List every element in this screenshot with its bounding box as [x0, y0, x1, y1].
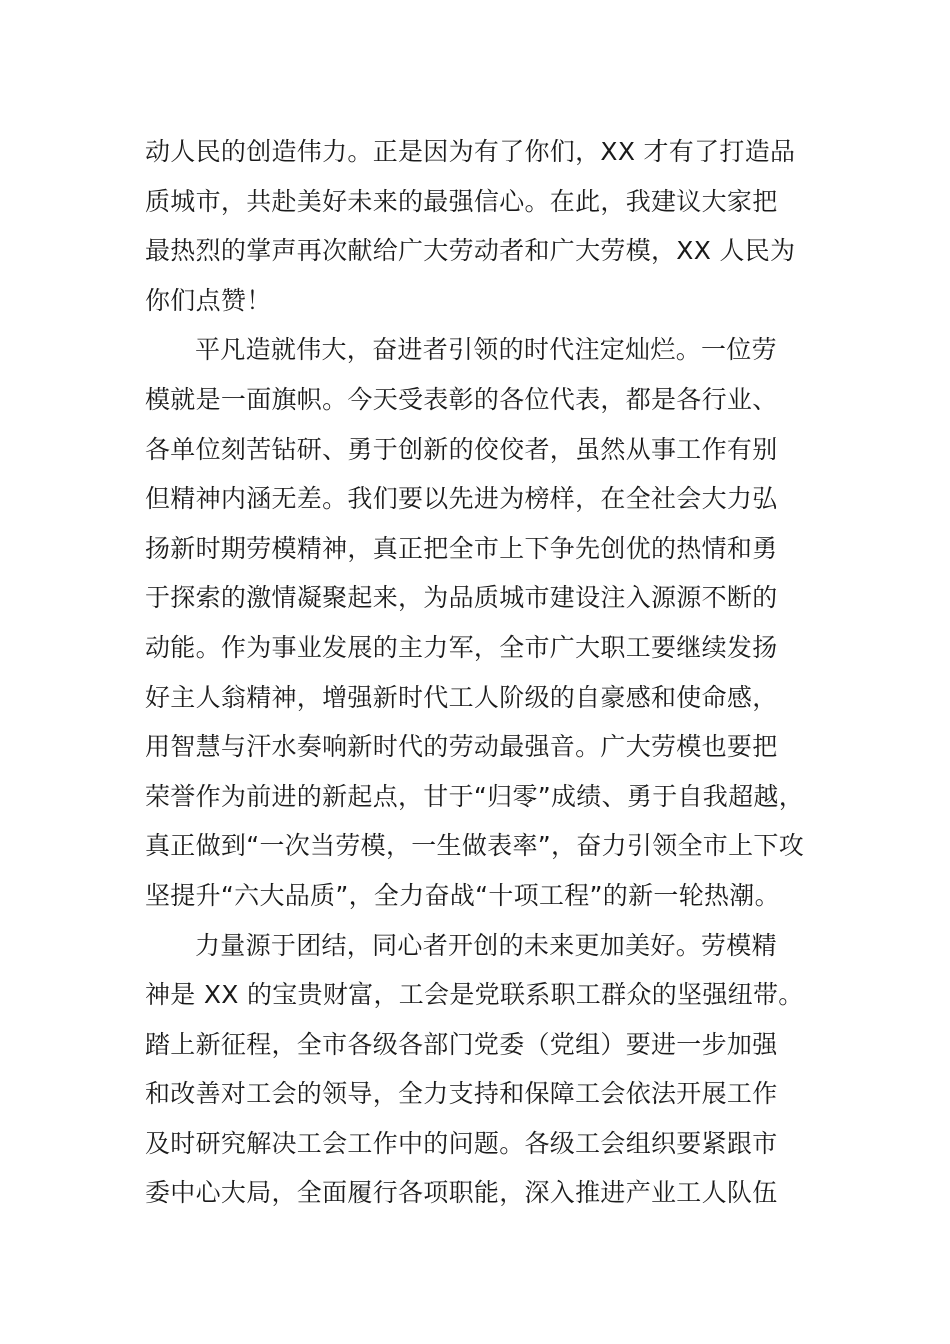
text-line: 用智慧与汗水奏响新时代的劳动最强音。广大劳模也要把 — [145, 732, 778, 762]
text-line: 委中心大局，全面履行各项职能，深入推进产业工人队伍 — [145, 1178, 778, 1208]
text-line: 但精神内涵无差。我们要以先进为榜样，在全社会大力弘 — [145, 484, 778, 514]
text-line: 和改善对工会的领导，全力支持和保障工会依法开展工作 — [145, 1079, 778, 1109]
text-line: 动能。作为事业发展的主力军，全市广大职工要继续发扬 — [145, 632, 778, 662]
text-line: 最热烈的掌声再次献给广大劳动者和广大劳模，XX 人民为 — [145, 236, 796, 266]
text-line: 荣誉作为前进的新起点，甘于“归零”成绩、勇于自我超越， — [145, 781, 805, 811]
paragraph-first-line: 平凡造就伟大，奋进者引领的时代注定灿烂。一位劳 — [195, 335, 777, 365]
text-line: 好主人翁精神，增强新时代工人阶级的自豪感和使命感， — [145, 682, 778, 712]
text-line: 扬新时期劳模精神，真正把全市上下争先创优的热情和勇 — [145, 533, 778, 563]
text-line: 质城市，共赴美好未来的最强信心。在此，我建议大家把 — [145, 186, 778, 216]
paragraph-first-line: 力量源于团结，同心者开创的未来更加美好。劳模精 — [195, 930, 777, 960]
text-line: 模就是一面旗帜。今天受表彰的各位代表，都是各行业、 — [145, 384, 778, 414]
text-line: 及时研究解决工会工作中的问题。各级工会组织要紧跟市 — [145, 1128, 778, 1158]
text-line: 神是 XX 的宝贵财富，工会是党联系职工群众的坚强纽带。 — [145, 980, 804, 1010]
document-body — [145, 127, 815, 1218]
text-line: 真正做到“一次当劳模，一生做表率”，奋力引领全市上下攻 — [145, 831, 805, 861]
text-line: 于探索的激情凝聚起来，为品质城市建设注入源源不断的 — [145, 583, 778, 613]
text-line: 各单位刻苦钻研、勇于创新的佼佼者，虽然从事工作有别 — [145, 434, 778, 464]
text-line: 踏上新征程，全市各级各部门党委（党组）要进一步加强 — [145, 1029, 778, 1059]
text-line: 你们点赞！ — [145, 285, 272, 315]
text-line: 动人民的创造伟力。正是因为有了你们，XX 才有了打造品 — [145, 137, 796, 166]
text-line: 坚提升“六大品质”，全力奋战“十项工程”的新一轮热潮。 — [145, 880, 780, 910]
